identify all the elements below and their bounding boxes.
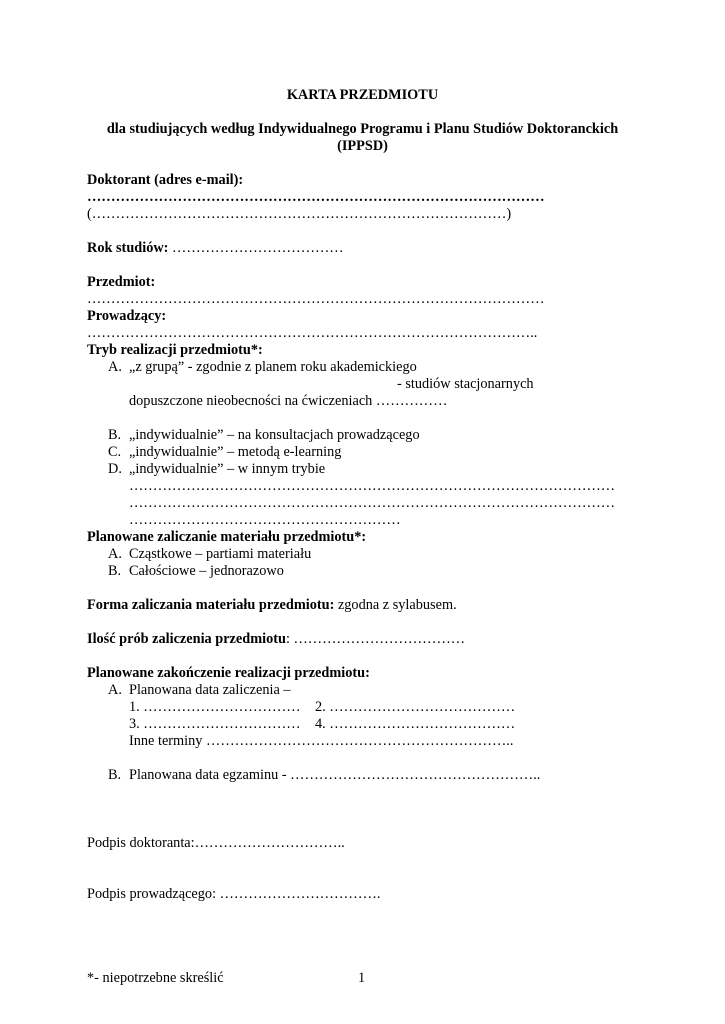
tryb-a-marker: A. — [108, 359, 122, 375]
forma-label: Forma zaliczania materiału przedmiotu: — [87, 597, 335, 613]
ilosc-dots[interactable]: : ……………………………… — [285, 631, 466, 647]
zaliczanie-option-b: Całościowe – jednorazowo — [129, 563, 284, 579]
doktorant-email-line[interactable]: (……………………………………………………………………………) — [87, 206, 512, 222]
podpis-doktoranta[interactable]: Podpis doktoranta:………………………….. — [87, 835, 345, 851]
doktorant-dots[interactable]: …………………………………………………………………………………… — [87, 189, 545, 205]
zakonczenie-label: Planowane zakończenie realizacji przedmiotu: — [87, 665, 370, 681]
tryb-c-marker: C. — [108, 444, 122, 460]
tryb-absence-dots[interactable]: dopuszczone nieobecności na ćwiczeniach …………… — [129, 393, 448, 409]
document-title: KARTA PRZEDMIOTU — [286, 87, 439, 103]
zakonczenie-b-marker: B. — [108, 767, 122, 783]
forma-value: zgodna z sylabusem. — [337, 597, 457, 613]
ilosc-row — [87, 631, 465, 648]
tryb-option-c: „indywidualnie” – metodą e-learning — [129, 444, 342, 460]
prowadzacy-dots[interactable]: ………………………………………………………………………………….. — [87, 325, 538, 341]
przedmiot-label: Przedmiot: — [87, 274, 156, 290]
termin-3-dots[interactable]: 3. …………………………… — [129, 716, 301, 732]
zakonczenie-option-a: Planowana data zaliczenia – — [129, 682, 291, 698]
zakonczenie-a-marker: A. — [108, 682, 122, 698]
termin-2-dots[interactable]: 2. ………………………………… — [315, 699, 516, 715]
tryb-option-d: „indywidualnie” – w innym trybie — [129, 461, 326, 477]
prowadzacy-label: Prowadzący: — [87, 308, 167, 324]
tryb-d-dots-1[interactable]: ………………………………………………………………………………………… — [129, 478, 616, 494]
document-subtitle-abbr: (IPPSD) — [337, 138, 388, 154]
tryb-d-marker: D. — [108, 461, 122, 477]
tryb-option-a: „z grupą” - zgodnie z planem roku akademickiego — [129, 359, 417, 375]
przedmiot-dots[interactable]: …………………………………………………………………………………… — [87, 291, 545, 307]
footnote: *- niepotrzebne skreślić — [87, 970, 224, 986]
ilosc-label: Ilość prób zaliczenia przedmiotu — [87, 631, 286, 647]
tryb-b-marker: B. — [108, 427, 122, 443]
zaliczanie-label: Planowane zaliczanie materiału przedmiotu*: — [87, 529, 367, 545]
zaliczanie-a-marker: A. — [108, 546, 122, 562]
egzamin-dots[interactable]: Planowana data egzaminu - …………………………………………….. — [129, 767, 541, 783]
rok-row — [87, 240, 344, 257]
rok-dots[interactable]: ……………………………… — [172, 240, 344, 256]
zaliczanie-option-a: Cząstkowe – partiami materiału — [129, 546, 312, 562]
podpis-prowadzacego[interactable]: Podpis prowadzącego: ……………………………. — [87, 886, 381, 902]
tryb-option-b: „indywidualnie” – na konsultacjach prowadzącego — [129, 427, 420, 443]
inne-terminy-dots[interactable]: Inne terminy ……………………………………………………….. — [129, 733, 514, 749]
tryb-d-dots-3[interactable]: ………………………………………………… — [129, 512, 401, 528]
document-subtitle: dla studiujących według Indywidualnego Programu i Planu Studiów Doktoranckich — [106, 121, 619, 137]
page-number: 1 — [358, 970, 366, 986]
zaliczanie-b-marker: B. — [108, 563, 122, 579]
rok-label: Rok studiów: — [87, 240, 169, 256]
tryb-d-dots-2[interactable]: ………………………………………………………………………………………… — [129, 495, 616, 511]
tryb-option-a-sub: - studiów stacjonarnych — [397, 376, 534, 392]
termin-4-dots[interactable]: 4. ………………………………… — [315, 716, 516, 732]
termin-1-dots[interactable]: 1. …………………………… — [129, 699, 301, 715]
forma-row — [87, 597, 457, 614]
doktorant-label: Doktorant (adres e-mail): — [87, 172, 244, 188]
tryb-label: Tryb realizacji przedmiotu*: — [87, 342, 263, 358]
